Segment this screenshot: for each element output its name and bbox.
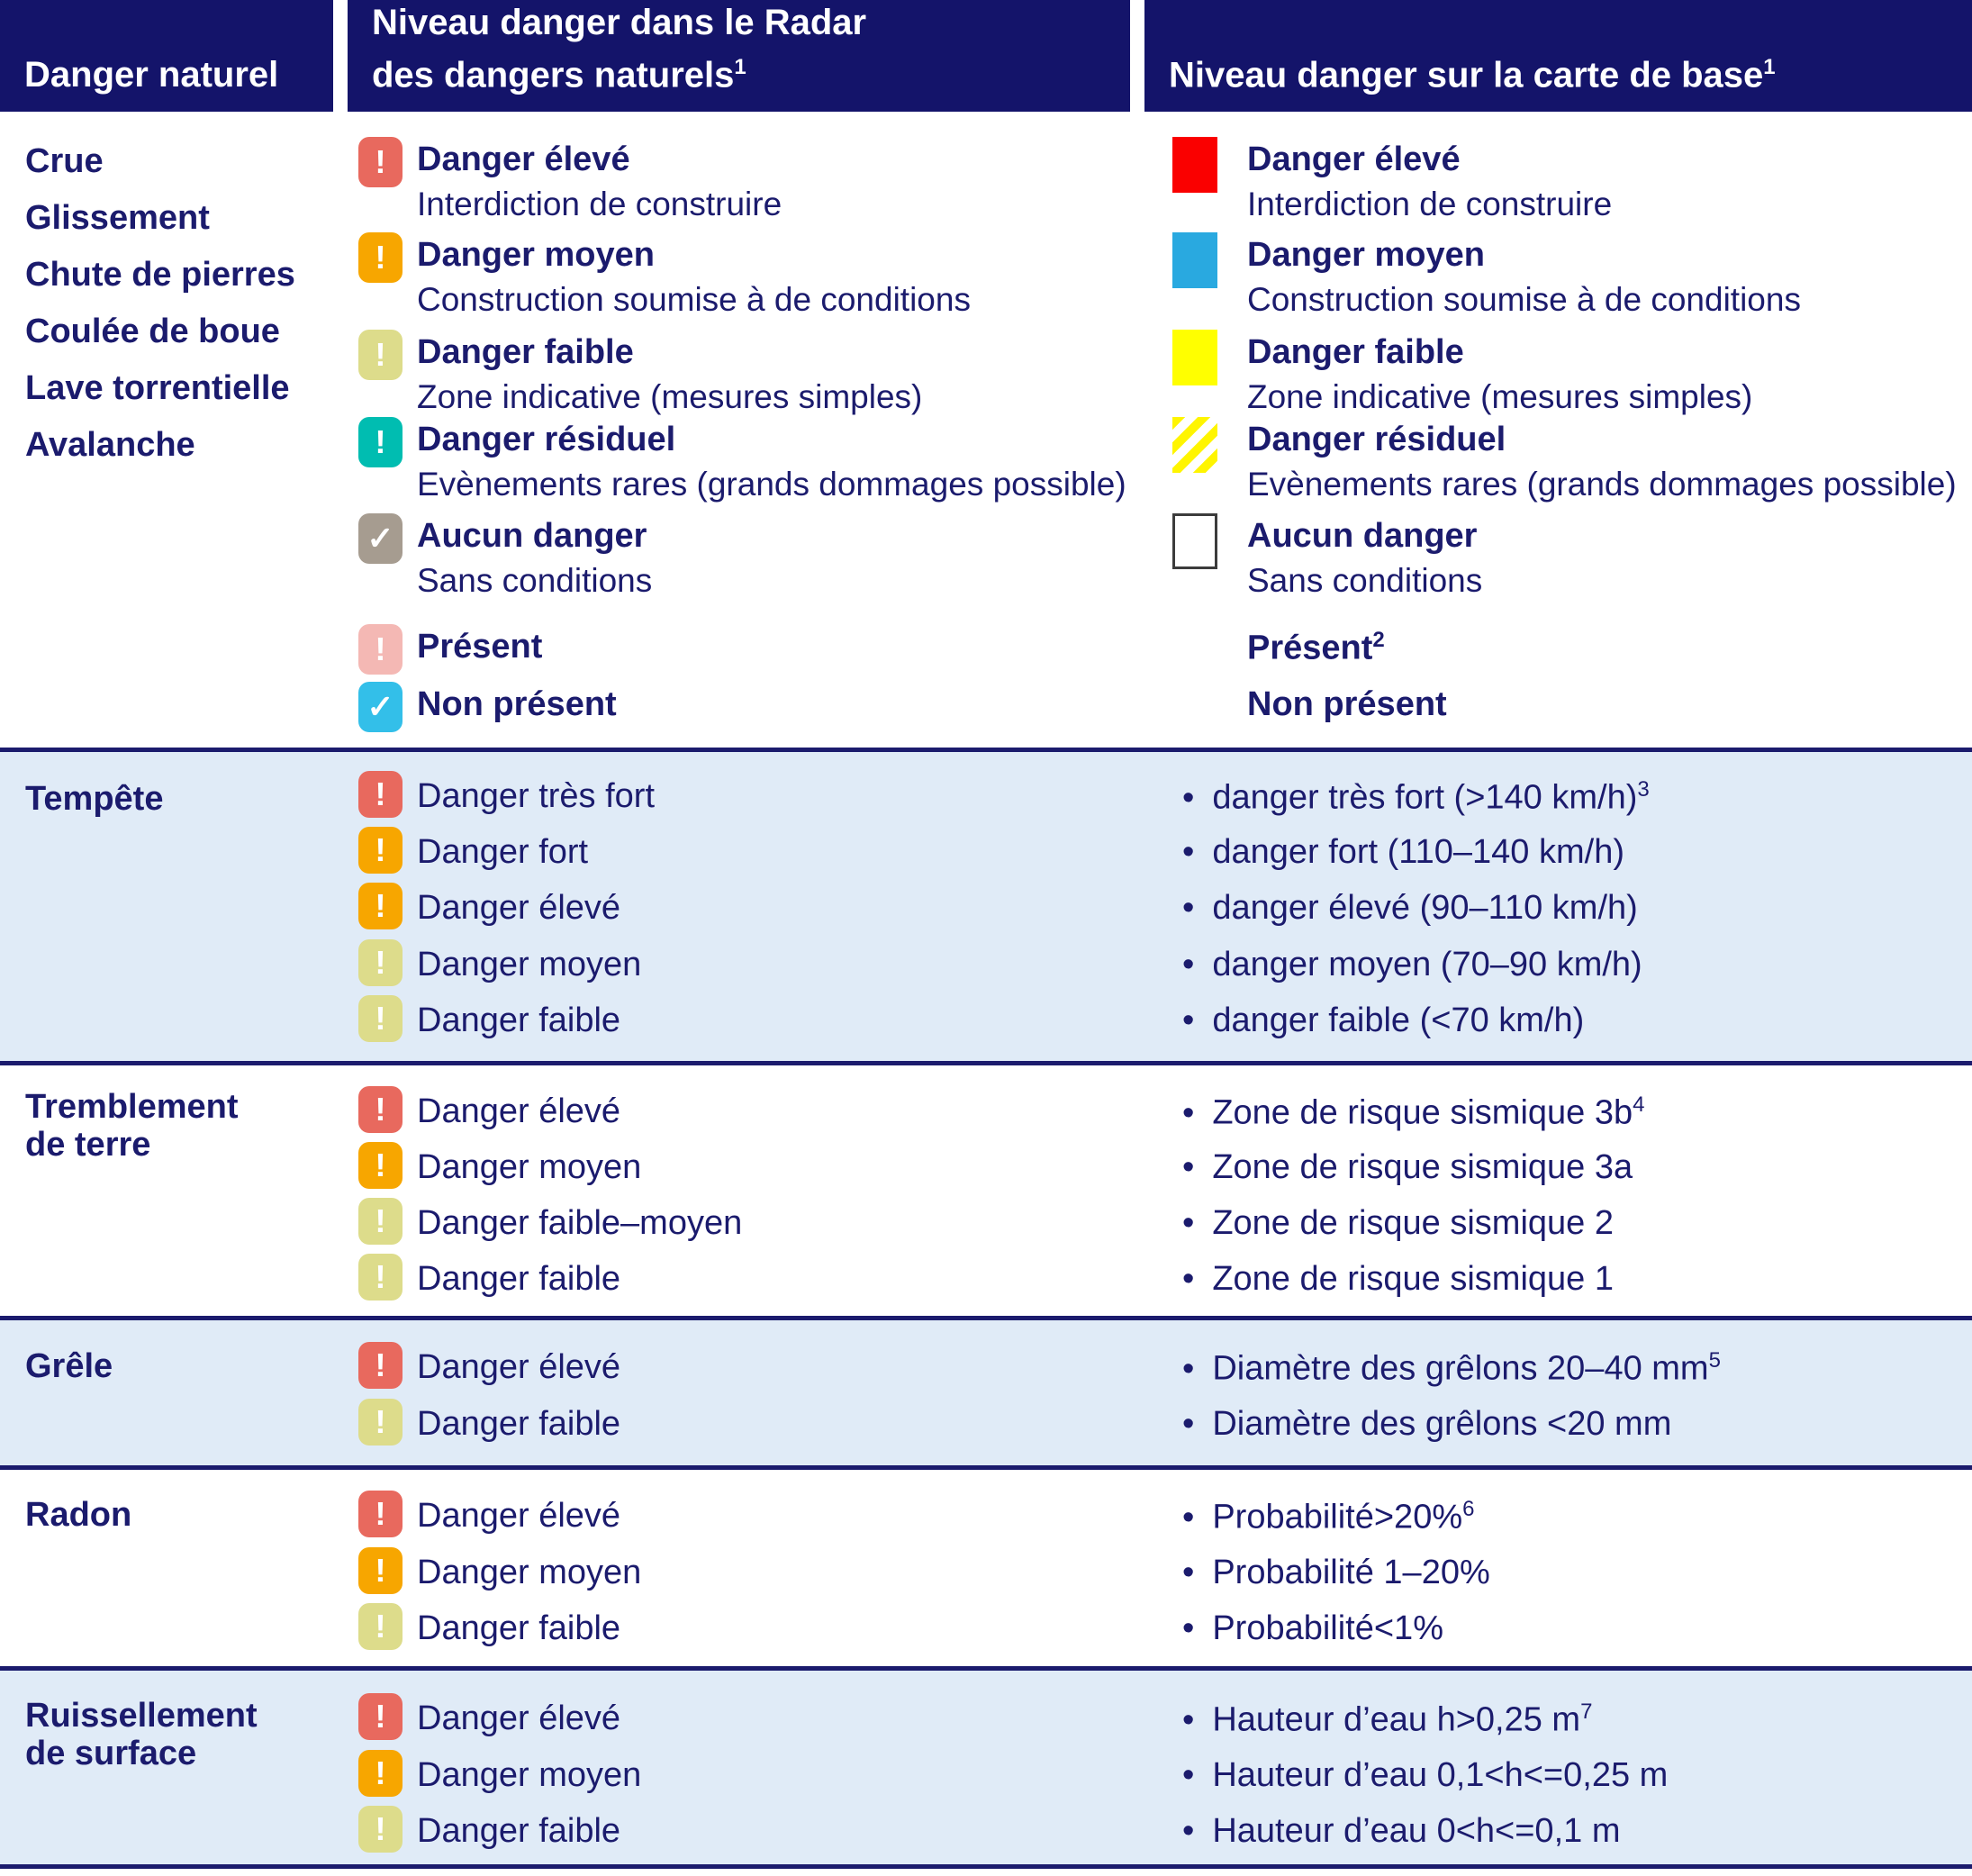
level-description: Evènements rares (grands dommages possible): [1247, 466, 1957, 503]
exclamation-icon: !: [358, 1750, 403, 1797]
exclamation-icon: !: [358, 330, 403, 380]
criteria-bullet: • danger élevé (90–110 km/h): [1182, 889, 1638, 928]
criteria-bullet: • Probabilité 1–20%: [1182, 1554, 1490, 1592]
hazard-name: de terre: [25, 1126, 151, 1164]
criteria-bullet: • Zone de risque sismique 3a: [1182, 1148, 1633, 1187]
level-label: Danger élevé: [417, 1092, 621, 1130]
header-radar: [348, 0, 1130, 112]
level-label: Danger résiduel: [417, 421, 676, 458]
level-label: Présent: [417, 628, 543, 666]
exclamation-icon: !: [358, 137, 403, 187]
level-label: Non présent: [1247, 685, 1447, 723]
level-label: Danger moyen: [417, 236, 655, 274]
exclamation-icon: !: [358, 939, 403, 986]
section-divider: [0, 1061, 1972, 1065]
exclamation-icon: !: [358, 1254, 403, 1301]
level-description: Interdiction de construire: [417, 186, 782, 222]
criteria-bullet: • Zone de risque sismique $3b^4$: [1182, 1092, 1645, 1133]
header-danger-naturel-label: Danger naturel: [24, 55, 279, 95]
hazard-item: Chute de pierres: [25, 256, 295, 294]
level-description: Zone indicative (mesures simples): [417, 378, 923, 415]
level-label: Danger résiduel: [1247, 421, 1506, 458]
check-icon: ✓: [358, 682, 403, 732]
map-color-swatch-red: [1172, 137, 1217, 193]
hazard-item: Avalanche: [25, 426, 195, 464]
level-label: Présent$^2$: [1247, 628, 1385, 667]
level-label: Danger faible–moyen: [417, 1204, 743, 1242]
grele-section-background: [0, 1320, 1972, 1465]
level-description: Evènements rares (grands dommages possible): [417, 466, 1126, 503]
exclamation-icon: !: [358, 827, 403, 874]
hazard-name: Tremblement: [25, 1088, 239, 1126]
level-label: Danger moyen: [417, 1554, 642, 1591]
section-divider: [0, 1316, 1972, 1320]
exclamation-icon: !: [358, 1806, 403, 1853]
level-label: Aucun danger: [1247, 517, 1478, 555]
criteria-bullet: • Hauteur d’eau 0<h<=0,1 m: [1182, 1812, 1620, 1851]
hazard-name: Radon: [25, 1496, 132, 1534]
level-label: Danger élevé: [417, 140, 630, 178]
map-color-swatch-yellow-hatch: [1172, 417, 1217, 473]
exclamation-icon: !: [358, 624, 403, 675]
exclamation-icon: !: [358, 1342, 403, 1389]
header-danger-naturel: [0, 0, 333, 112]
criteria-bullet: • Diamètre des grêlons 20–40 $mm^5$: [1182, 1348, 1721, 1389]
exclamation-icon: !: [358, 417, 403, 467]
criteria-bullet: • danger faible (<70 km/h): [1182, 1001, 1584, 1040]
exclamation-icon: !: [358, 1142, 403, 1189]
level-label: Danger moyen: [417, 946, 642, 983]
level-label: Non présent: [417, 685, 617, 723]
header-carte-label: Niveau danger sur la carte de base$^1$: [1169, 54, 1776, 95]
tempete-section-background: [0, 752, 1972, 1061]
hazard-name: de surface: [25, 1735, 197, 1772]
level-label: Danger très fort: [417, 777, 655, 815]
level-label: Danger fort: [417, 833, 589, 871]
level-label: Danger moyen: [417, 1148, 642, 1186]
exclamation-icon: !: [358, 883, 403, 929]
map-color-swatch-yellow: [1172, 330, 1217, 385]
exclamation-icon: !: [358, 232, 403, 283]
criteria-bullet: • Hauteur d’eau h>0,25 $m^7$: [1182, 1699, 1592, 1740]
exclamation-icon: !: [358, 1603, 403, 1650]
check-icon: ✓: [358, 513, 403, 564]
level-label: Danger élevé: [417, 1348, 621, 1386]
level-label: Danger élevé: [417, 889, 621, 927]
level-label: Danger faible: [417, 333, 634, 371]
level-description: Zone indicative (mesures simples): [1247, 378, 1753, 415]
hazard-item: Crue: [25, 142, 104, 180]
level-description: Sans conditions: [1247, 562, 1483, 599]
map-color-swatch-white: [1172, 513, 1217, 569]
exclamation-icon: !: [358, 1086, 403, 1133]
header-radar-label: Niveau danger dans le Radar des dangers naturels$^1$: [372, 2, 867, 95]
section-divider: [0, 1465, 1972, 1470]
hazard-name: Grêle: [25, 1347, 113, 1385]
level-label: Danger faible: [417, 1001, 621, 1039]
exclamation-icon: !: [358, 1547, 403, 1594]
level-label: Danger faible: [1247, 333, 1464, 371]
hazard-item: Lave torrentielle: [25, 369, 290, 407]
exclamation-icon: !: [358, 1693, 403, 1740]
exclamation-icon: !: [358, 995, 403, 1042]
criteria-bullet: • Zone de risque sismique 2: [1182, 1204, 1614, 1243]
exclamation-icon: !: [358, 1491, 403, 1537]
level-label: Danger élevé: [417, 1699, 621, 1737]
hazard-item: Coulée de boue: [25, 313, 280, 350]
section-divider: [0, 1666, 1972, 1671]
level-label: Danger élevé: [417, 1497, 621, 1535]
level-description: Interdiction de construire: [1247, 186, 1613, 222]
ruissellement-section-background: [0, 1671, 1972, 1864]
header-carte-de-base: [1144, 0, 1972, 112]
level-description: Sans conditions: [417, 562, 653, 599]
section-divider: [0, 1864, 1972, 1869]
criteria-bullet: • Probabilité>20%$^6$: [1182, 1497, 1474, 1537]
level-label: Danger faible: [417, 1260, 621, 1298]
level-label: Danger élevé: [1247, 140, 1461, 178]
level-label: Danger faible: [417, 1405, 621, 1443]
level-description: Construction soumise à de conditions: [1247, 281, 1801, 318]
map-color-swatch-blue: [1172, 232, 1217, 288]
criteria-bullet: • danger très fort (>140 km/h)$^3$: [1182, 777, 1650, 818]
exclamation-icon: !: [358, 1198, 403, 1245]
hazard-name: Ruissellement: [25, 1697, 258, 1735]
criteria-bullet: • danger moyen (70–90 km/h): [1182, 946, 1642, 984]
criteria-bullet: • danger fort (110–140 km/h): [1182, 833, 1624, 872]
section-divider: [0, 748, 1972, 752]
level-label: Danger moyen: [1247, 236, 1485, 274]
exclamation-icon: !: [358, 771, 403, 818]
criteria-bullet: • Zone de risque sismique 1: [1182, 1260, 1614, 1299]
criteria-bullet: • Probabilité<1%: [1182, 1609, 1443, 1648]
level-description: Construction soumise à de conditions: [417, 281, 971, 318]
level-label: Danger faible: [417, 1812, 621, 1850]
hazard-item: Glissement: [25, 199, 210, 237]
criteria-bullet: • Diamètre des grêlons <20 mm: [1182, 1405, 1671, 1444]
level-label: Danger faible: [417, 1609, 621, 1647]
criteria-bullet: • Hauteur d’eau 0,1<h<=0,25 m: [1182, 1756, 1668, 1795]
hazard-name: Tempête: [25, 780, 164, 818]
level-label: Aucun danger: [417, 517, 647, 555]
level-label: Danger moyen: [417, 1756, 642, 1794]
exclamation-icon: !: [358, 1399, 403, 1446]
